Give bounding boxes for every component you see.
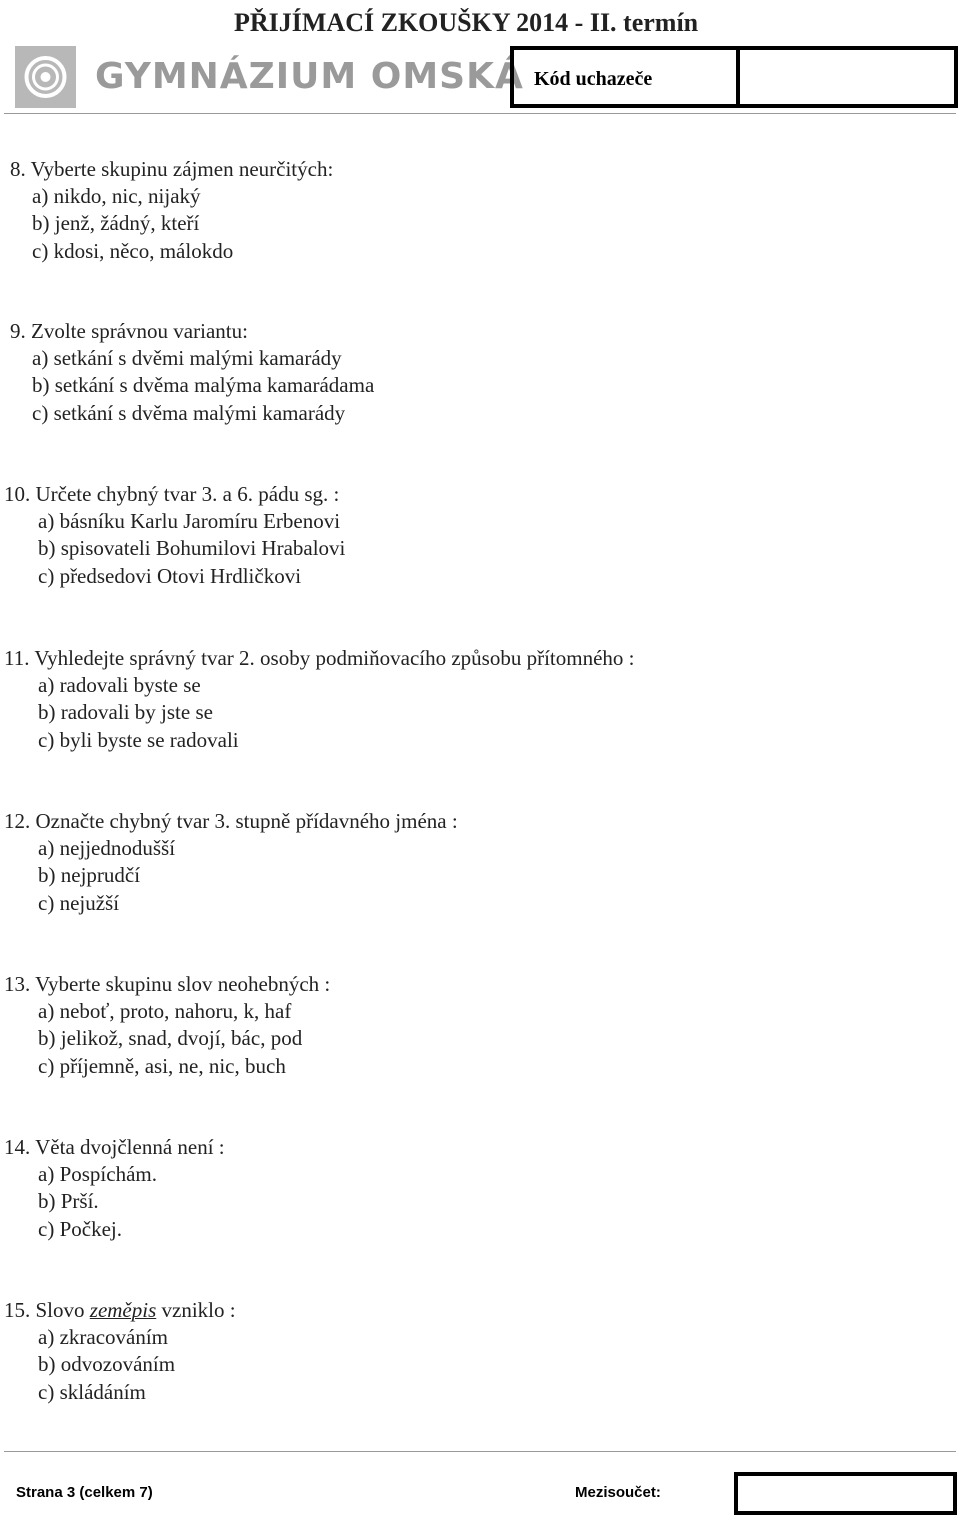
- answer-option-c: c) nejužší: [38, 890, 120, 915]
- answer-option-b: b) Prší.: [38, 1189, 99, 1214]
- answer-option-a: a) setkání s dvěmi malými kamarády: [32, 346, 342, 371]
- question-stem-keyword: zeměpis: [89, 1298, 157, 1322]
- question-stem: 12. Označte chybný tvar 3. stupně přídavného jména :: [4, 809, 458, 833]
- answer-option-a: a) nejjednodušší: [38, 836, 176, 861]
- question-stem: 9. Zvolte správnou variantu:: [10, 319, 248, 343]
- school-name: GYMNÁZIUM OMSKÁ: [95, 56, 524, 97]
- applicant-code-divider: [736, 50, 740, 104]
- answer-option-c: c) příjemně, asi, ne, nic, buch: [38, 1053, 286, 1078]
- exam-title: PŘIJÍMACÍ ZKOUŠKY 2014 - II. termín: [234, 8, 699, 37]
- school-logo: [15, 46, 76, 108]
- footer-divider: [4, 1451, 956, 1452]
- answer-option-a: a) básníku Karlu Jaromíru Erbenovi: [38, 509, 341, 534]
- answer-option-a: a) zkracováním: [38, 1325, 169, 1350]
- question-stem: [4, 1297, 236, 1324]
- school-logo-icon: [15, 46, 76, 108]
- applicant-code-label: Kód uchazeče: [534, 68, 653, 90]
- question-stem-prefix: 15. Slovo: [4, 1298, 90, 1322]
- question-10: [4, 481, 345, 590]
- answer-option-a: a) neboť, proto, nahoru, k, haf: [38, 999, 292, 1024]
- header-divider: [4, 113, 956, 114]
- answer-option-c: c) byli byste se radovali: [38, 727, 239, 752]
- answer-option-b: b) odvozováním: [38, 1352, 176, 1377]
- answer-option-c: c) skládáním: [38, 1379, 146, 1404]
- answer-option-c: c) Počkej.: [38, 1216, 122, 1241]
- question-14: [4, 1134, 225, 1243]
- answer-option-b: b) nejprudčí: [38, 863, 141, 888]
- question-stem: 11. Vyhledejte správný tvar 2. osoby podmiňovacího způsobu přítomného :: [4, 646, 635, 670]
- question-12: [4, 808, 458, 917]
- question-stem: 10. Určete chybný tvar 3. a 6. pádu sg. :: [4, 482, 340, 506]
- question-9: [10, 318, 374, 427]
- question-15: [4, 1297, 236, 1406]
- page-number: Strana 3 (celkem 7): [16, 1484, 153, 1501]
- question-stem: 14. Věta dvojčlenná není :: [4, 1135, 225, 1159]
- answer-option-c: c) setkání s dvěma malými kamarády: [32, 400, 346, 425]
- applicant-code-box: [510, 46, 958, 108]
- answer-option-c: c) předsedovi Otovi Hrdličkovi: [38, 563, 302, 588]
- answer-option-b: b) jenž, žádný, kteří: [32, 211, 200, 236]
- answer-option-b: b) setkání s dvěma malýma kamarádama: [32, 373, 375, 398]
- answer-option-b: b) jelikož, snad, dvojí, bác, pod: [38, 1026, 303, 1051]
- question-stem: 8. Vyberte skupinu zájmen neurčitých:: [10, 157, 334, 181]
- question-11: [4, 645, 635, 754]
- answer-option-a: a) radovali byste se: [38, 673, 201, 698]
- question-13: [4, 971, 330, 1080]
- question-stem: 13. Vyberte skupinu slov neohebných :: [4, 972, 331, 996]
- question-stem-suffix: vzniklo :: [156, 1298, 236, 1322]
- question-8: [10, 156, 333, 265]
- answer-option-a: a) nikdo, nic, nijaký: [32, 184, 201, 209]
- answer-option-c: c) kdosi, něco, málokdo: [32, 238, 234, 263]
- answer-option-b: b) spisovateli Bohumilovi Hrabalovi: [38, 536, 346, 561]
- subtotal-label: Mezisoučet:: [575, 1484, 661, 1501]
- subtotal-box: [734, 1472, 957, 1515]
- answer-option-a: a) Pospíchám.: [38, 1162, 157, 1187]
- answer-option-b: b) radovali by jste se: [38, 700, 213, 725]
